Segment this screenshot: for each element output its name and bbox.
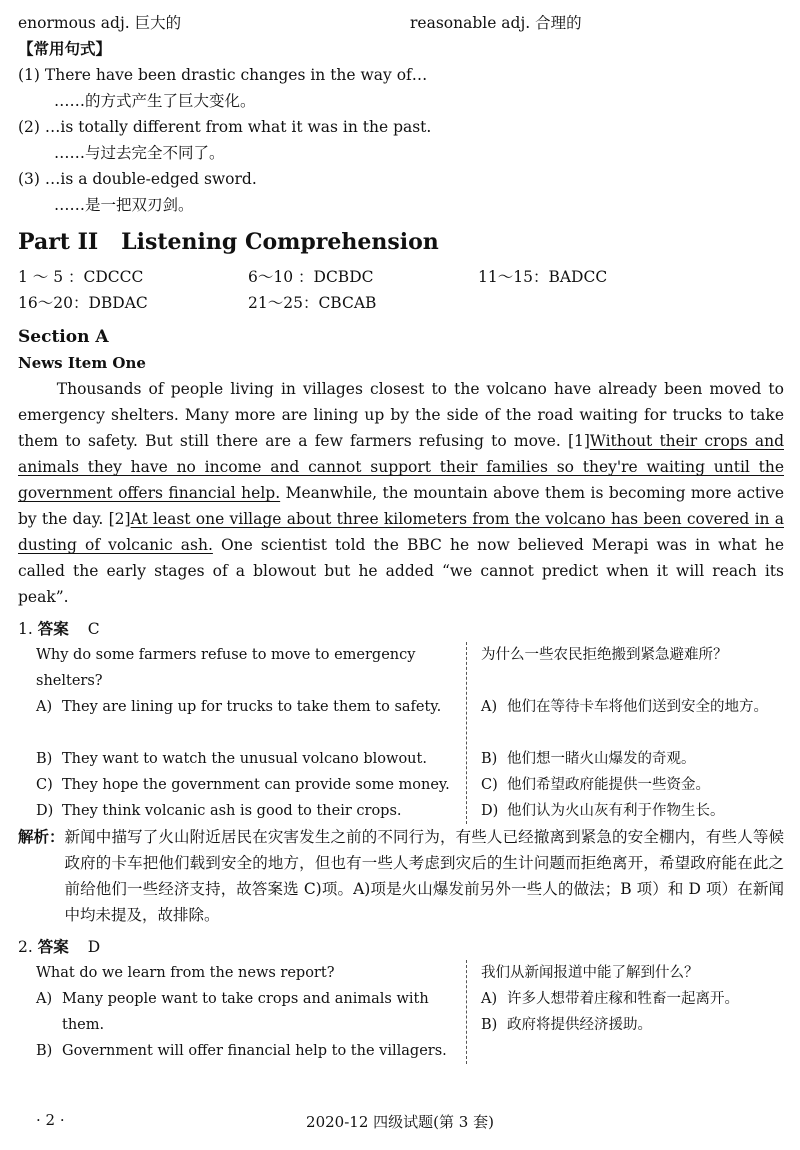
vocab-word-reasonable: reasonable adj. 合理的 bbox=[410, 14, 582, 32]
q2-option-b-label: B) bbox=[36, 1043, 53, 1059]
q1-option-c-zh-text: 他们希望政府能提供一些资金。 bbox=[507, 777, 710, 793]
q2-option-b-zh-text: 政府将提供经济援助。 bbox=[507, 1017, 652, 1033]
pattern-3-zh: ……是一把双刃剑。 bbox=[54, 196, 194, 214]
q1-option-a-text: They are lining up for trucks to take them to safety. bbox=[62, 699, 442, 715]
answer-key-1-5: 1 ～ 5 ：CDCCC bbox=[18, 268, 144, 286]
q1-option-b-label: B) bbox=[36, 751, 53, 767]
q1-option-c-en bbox=[36, 772, 466, 798]
q1-option-c-zh bbox=[481, 772, 784, 798]
q1-option-d-label: D) bbox=[36, 803, 54, 819]
q1-option-a-zh bbox=[481, 694, 784, 746]
q1-option-d-zh-text: 他们认为火山灰有利于作物生长。 bbox=[507, 803, 725, 819]
pattern-1-zh: ……的方式产生了巨大变化。 bbox=[54, 92, 256, 110]
page-content bbox=[18, 10, 784, 1064]
q1-option-a-en bbox=[36, 694, 466, 746]
q2-option-b-en bbox=[36, 1038, 466, 1064]
pattern-2-zh: ……与过去完全不同了。 bbox=[54, 144, 225, 162]
q1-option-b-text: They want to watch the unusual volcano blowout. bbox=[62, 751, 427, 767]
q1-stem-en: Why do some farmers refuse to move to emergency shelters? bbox=[36, 647, 416, 689]
answer-key-21-25: 21～25：CBCAB bbox=[248, 294, 377, 312]
q1-option-a-label: A) bbox=[36, 699, 53, 715]
q2-option-a-text: Many people want to take crops and animals with them. bbox=[62, 991, 429, 1033]
q1-english-column bbox=[36, 642, 466, 824]
q2-option-a-zh bbox=[481, 986, 784, 1012]
part2-title: Part II Listening Comprehension bbox=[18, 229, 439, 255]
passage-marker-1: [1] bbox=[567, 432, 590, 450]
passage-underline-1: Without their crops and animals they have no income and cannot support their families so they're waiting until the government offers financial help. bbox=[18, 432, 784, 502]
q1-option-d-zh bbox=[481, 798, 784, 824]
q2-number: 2. bbox=[18, 938, 33, 956]
q1-option-d-en bbox=[36, 798, 466, 824]
patterns-title: 【常用句式】 bbox=[18, 39, 112, 58]
q1-analysis bbox=[18, 824, 784, 928]
q1-stem-zh: 为什么一些农民拒绝搬到紧急避难所？ bbox=[481, 647, 728, 663]
passage-text-3: One scientist told the BBC he now believed Merapi was in what he called the early stages of a blowout but he added “we cannot predict when it will reach its peak”. bbox=[18, 536, 784, 606]
q1-answer-line bbox=[18, 616, 784, 642]
q1-option-a-zh-label: A) bbox=[481, 699, 498, 715]
q1-option-b-zh bbox=[481, 746, 784, 772]
q1-option-b-en bbox=[36, 746, 466, 772]
q1-option-c-label: C) bbox=[36, 777, 53, 793]
q2-option-a-label: A) bbox=[36, 991, 53, 1007]
news-passage bbox=[18, 376, 784, 610]
q1-answer-label: 答案 bbox=[37, 619, 69, 638]
passage-text-1: Thousands of people living in villages closest to the volcano have already been moved to emergency shelters. Many more are lining up by the side of the road waiting for trucks to take them to safety. But still there are a few farmers refusing to move. bbox=[18, 380, 784, 450]
q2-stem-en: What do we learn from the news report? bbox=[36, 965, 335, 981]
q2-option-b-zh-label: B) bbox=[481, 1017, 498, 1033]
q2-answer-label: 答案 bbox=[37, 937, 69, 956]
q1-option-d-zh-label: D) bbox=[481, 803, 499, 819]
q2-option-b-zh bbox=[481, 1012, 784, 1038]
news-item-title: News Item One bbox=[18, 354, 146, 372]
footer-title: 2020-12 四级试题(第 3 套) bbox=[306, 1113, 494, 1131]
q2-answer-line bbox=[18, 934, 784, 960]
page-number: · 2 · bbox=[36, 1111, 65, 1129]
pattern-2-en: (2) …is totally different from what it was in the past. bbox=[18, 118, 432, 136]
q1-option-a-zh-text: 他们在等待卡车将他们送到安全的地方。 bbox=[507, 699, 768, 715]
q2-option-a-zh-text: 许多人想带着庄稼和牲畜一起离开。 bbox=[507, 991, 739, 1007]
answer-key-16-20: 16～20：DBDAC bbox=[18, 294, 148, 312]
q2-option-a-en bbox=[36, 986, 466, 1038]
q2-english-column bbox=[36, 960, 466, 1064]
passage-marker-2: [2] bbox=[108, 510, 131, 528]
answer-key-row-2 bbox=[18, 290, 784, 316]
q2-option-b-text: Government will offer financial help to the villagers. bbox=[62, 1043, 447, 1059]
answer-key-11-15: 11～15：BADCC bbox=[478, 268, 608, 286]
q2-table bbox=[36, 960, 784, 1064]
q1-option-c-zh-label: C) bbox=[481, 777, 498, 793]
q1-option-b-zh-label: B) bbox=[481, 751, 498, 767]
q2-chinese-column bbox=[466, 960, 784, 1064]
pattern-1-en: (1) There have been drastic changes in the way of… bbox=[18, 66, 428, 84]
section-a-title: Section A bbox=[18, 327, 109, 347]
q1-analysis-text: 新闻中描写了火山附近居民在灾害发生之前的不同行为，有些人已经撤离到紧急的安全棚内，有些人等候政府的卡车把他们载到安全的地方，但也有一些人考虑到灾后的生计问题而拒绝离开，希望政府能在此之前给他们一些经济支持，故答案选 C)项。A)项是火山爆发前另外一些人的做法；B 项）和 D 项）在新闻中均未提及，故排除。 bbox=[64, 828, 784, 924]
passage-underline-2: At least one village about three kilometers from the volcano has been covered in a dusting of volcanic ash. bbox=[18, 510, 784, 554]
q1-option-c-text: They hope the government can provide some money. bbox=[62, 777, 450, 793]
pattern-3-en: (3) …is a double-edged sword. bbox=[18, 170, 257, 188]
page-footer bbox=[0, 1111, 800, 1135]
passage-text-2: Meanwhile, the mountain above them is becoming more active by the day. bbox=[18, 484, 784, 528]
answer-key-row-1 bbox=[18, 264, 784, 290]
q2-option-a-zh-label: A) bbox=[481, 991, 498, 1007]
answer-key-6-10: 6～10 ：DCBDC bbox=[248, 268, 374, 286]
q1-answer: C bbox=[87, 620, 100, 638]
q2-answer: D bbox=[87, 938, 101, 956]
q1-table bbox=[36, 642, 784, 824]
q1-option-d-text: They think volcanic ash is good to their crops. bbox=[62, 803, 402, 819]
q1-chinese-column bbox=[466, 642, 784, 824]
q2-stem-zh: 我们从新闻报道中能了解到什么？ bbox=[481, 965, 699, 981]
q1-option-b-zh-text: 他们想一睹火山爆发的奇观。 bbox=[507, 751, 696, 767]
vocab-row bbox=[18, 10, 784, 36]
q1-analysis-label: 解析： bbox=[18, 827, 65, 846]
q1-number: 1. bbox=[18, 620, 33, 638]
vocab-word-enormous: enormous adj. 巨大的 bbox=[18, 14, 182, 32]
